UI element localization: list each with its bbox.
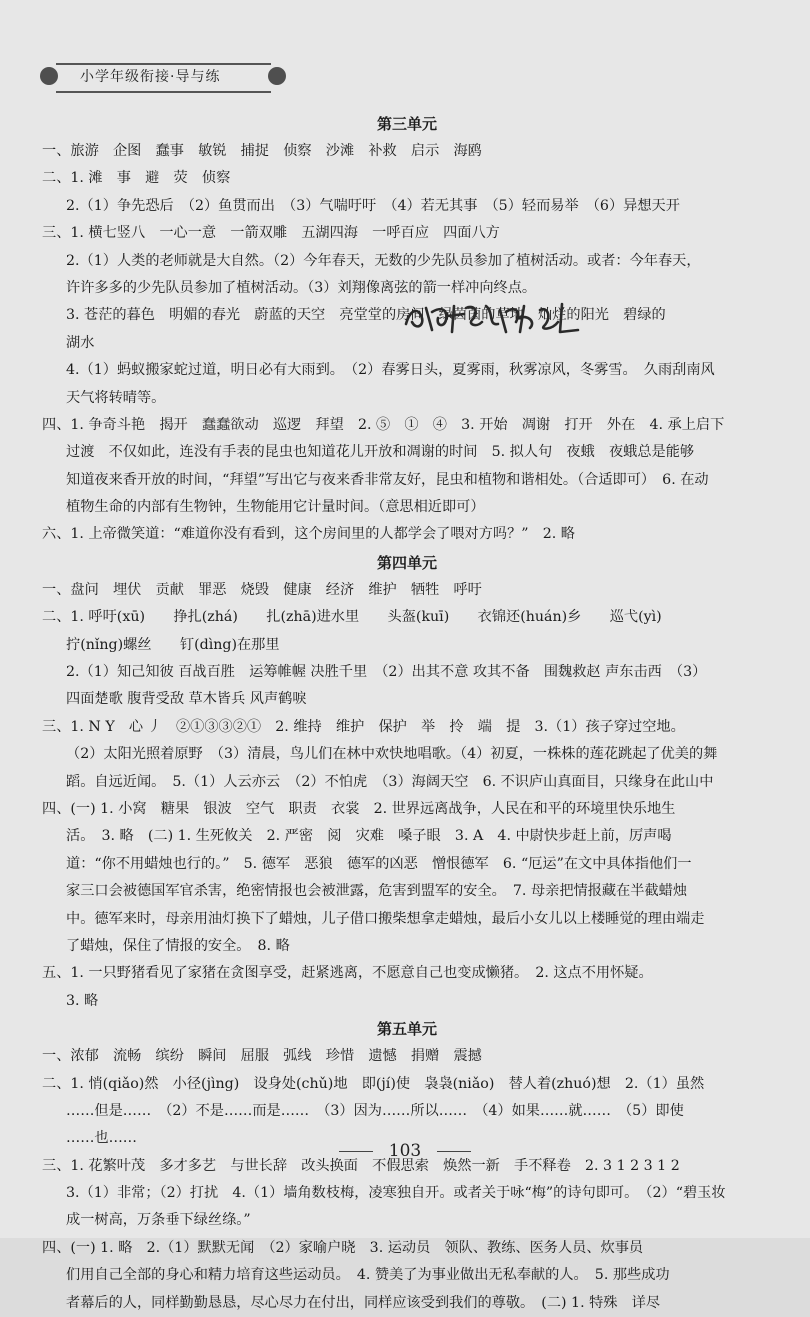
answer-line: 蹈。自远近闻。 5.（1）人云亦云 （2）不怕虎 （3）海阔天空 6. 不识庐山真面目，只缘身在此山中 (66, 773, 714, 790)
answer-line: 一、浓郁 流畅 缤纷 瞬间 屈服 弧线 珍惜 遗憾 捐赠 震撼 (42, 1048, 482, 1065)
answer-line: 3.（1）非常；（2）打扰 4.（1）墙角数枝梅，凌寒独自开。或者关于咏“梅”的诗句即可。 （2）“碧玉妆 (66, 1185, 726, 1202)
answer-line: 一、旅游 企图 蠢事 敏锐 捕捉 侦察 沙滩 补救 启示 海鸥 (42, 143, 482, 159)
book-title: 小学年级衔接·导与练 (80, 69, 221, 85)
answer-line: 2.（1）争先恐后 （2）鱼贯而出 （3）气喘吁吁 （4）若无其事 （5）轻而易举 （6）异想天开 (66, 197, 680, 214)
answer-line: 三、1. N Y 心 丿 ②①③③②① 2. 维持 维护 保护 举 拎 端 提 3.（1）孩子穿过空地。 (42, 718, 685, 735)
unit-title: 第三单元 (376, 115, 437, 133)
answer-line: 者幕后的人，同样勤勤恳恳，尽心尽力在付出，同样应该受到我们的尊敬。 (二) 1. 特殊 详尽 (66, 1294, 661, 1311)
answer-line: 知道夜来香开放的时间，“拜望”写出它与夜来香非常友好，昆虫和植物和谐相处。（合适即可） 6. 在动 (66, 471, 709, 488)
unit-title: 第五单元 (376, 1020, 437, 1039)
answer-line: 六、1. 上帝微笑道：“难道你没有看到，这个房间里的人都学会了喂对方吗？” 2. 略 (42, 526, 575, 543)
answer-line: （2）太阳光照着原野 （3）清晨，鸟儿们在林中欢快地唱歌。（4）初夏，一株株的莲花跳起了优美的舞 (66, 746, 718, 763)
page-number: 103 (388, 1141, 422, 1161)
answer-line: 四、(一) 1. 略 2.（1）默默无闻 （2）家喻户晓 3. 运动员 领队、教练、医务人员、炊事员 (42, 1239, 644, 1256)
answer-line: 五、1. 一只野猪看见了家猪在贪图享受，赶紧逃离，不愿意自己也变成懒猪。 2. 这点不用怀疑。 (42, 965, 653, 982)
footer-dash-right (437, 1151, 471, 1152)
answer-line: 三、1. 花繁叶茂 多才多艺 与世长辞 改头换面 不假思索 焕然一新 手不释卷 2. 3 1 2 3 1 2 (42, 1157, 680, 1174)
answer-line: 天气将转晴等。 (66, 389, 166, 406)
answer-line: 2.（1）人类的老师就是大自然。（2）今年春天，无数的少先队员参加了植树活动。或者：今年春天， (66, 252, 701, 269)
answer-line: 3. 略 (66, 992, 99, 1009)
answer-line: 四面楚歌 腹背受敌 草木皆兵 风声鹤唳 (66, 691, 307, 708)
answer-line: ……但是…… （2）不是……而是…… （3）因为……所以…… （4）如果……就…… （5）即使 (66, 1102, 684, 1119)
unit-title: 第四单元 (376, 553, 437, 572)
answer-line: 一、盘问 埋伏 贡献 罪恶 烧毁 健康 经济 维护 牺牲 呼吁 (42, 581, 482, 598)
answer-line: 二、1. 呼吁(xū) 挣扎(zhá) 扎(zhā)进水里 头盔(kuī) 衣锦还(huán)乡 巡弋(yì) (42, 609, 662, 626)
answer-line: 成一树高，万条垂下绿丝绦。” (66, 1212, 251, 1229)
answer-line: 家三口会被德国军官杀害，绝密情报也会被泄露，危害到盟军的安全。 7. 母亲把情报藏在半截蜡烛 (66, 883, 688, 900)
answer-line: 活。 3. 略 (二) 1. 生死攸关 2. 严密 阅 灾难 嗓子眼 3. A 4. 中尉快步赶上前，厉声喝 (66, 828, 672, 845)
answer-line: 湖水 (66, 334, 95, 351)
page-footer (0, 1141, 810, 1161)
answer-line: 拧(nǐng)螺丝 钉(dìng)在那里 (66, 636, 280, 653)
handwriting-scribble (402, 296, 582, 338)
footer-dash-left (339, 1151, 373, 1152)
answer-line: 二、1. 滩 事 避 荧 侦察 (42, 170, 231, 187)
answer-line: 中。德军来时，母亲用油灯换下了蜡烛，儿子借口搬柴想拿走蜡烛，最后小女儿以上楼睡觉的理由端走 (66, 910, 705, 927)
answer-line: 许许多多的少先队员参加了植树活动。（3）刘翔像离弦的箭一样冲向终点。 (66, 279, 537, 296)
answer-line: 了蜡烛，保住了情报的安全。 8. 略 (66, 937, 290, 954)
answer-line: 四、(一) 1. 小窝 糖果 银波 空气 职责 衣裳 2. 世界远离战争，人民在和平的环境里快乐地生 (42, 800, 676, 817)
answer-line: 四、1. 争奇斗艳 揭开 蠢蠢欲动 巡逻 拜望 2. ⑤ ① ④ 3. 开始 凋谢 打开 外在 4. 承上启下 (42, 416, 725, 433)
header-dot-right-icon (268, 67, 286, 85)
answer-line: 道：“你不用蜡烛也行的。” 5. 德军 恶狼 德军的凶恶 憎恨德军 6. “厄运”在文中具体指他们一 (66, 855, 692, 872)
answer-line: 3. 苍茫的暮色 明媚的春光 蔚蓝的天空 亮堂堂的房间 绿茵茵的草地 灿烂的阳光 碧绿的 (66, 307, 666, 324)
answer-content (42, 110, 772, 1317)
answer-line: 二、1. 悄(qiǎo)然 小径(jìng) 设身处(chǔ)地 即(jí)使 袅袅(niǎo) 替人着(zhuó)想 2.（1）虽然 (42, 1075, 705, 1092)
page-header (38, 58, 288, 96)
answer-line: 4.（1）蚂蚁搬家蛇过道，明日必有大雨到。 （2）春雾日头，夏雾雨，秋雾凉风，冬雾雪。 久雨刮南风 (66, 362, 715, 379)
answer-line: 过渡 不仅如此，连没有手表的昆虫也知道花儿开放和凋谢的时间 5. 拟人句 夜蛾 夜蛾总是能够 (66, 444, 695, 461)
answer-line: 三、1. 横七竖八 一心一意 一箭双雕 五湖四海 一呼百应 四面八方 (42, 225, 500, 242)
answer-line: 植物生命的内部有生物钟，生物能用它计量时间。（意思相近即可） (66, 499, 485, 516)
answer-line: 们用自己全部的身心和精力培育这些运动员。 4. 赞美了为事业做出无私奉献的人。 5. 那些成功 (66, 1267, 670, 1284)
answer-line: ……也…… (66, 1130, 137, 1147)
answer-line: 2.（1）知己知彼 百战百胜 运筹帷幄 决胜千里 （2）出其不意 攻其不备 围魏救赵 声东击西 （3） (66, 664, 707, 681)
